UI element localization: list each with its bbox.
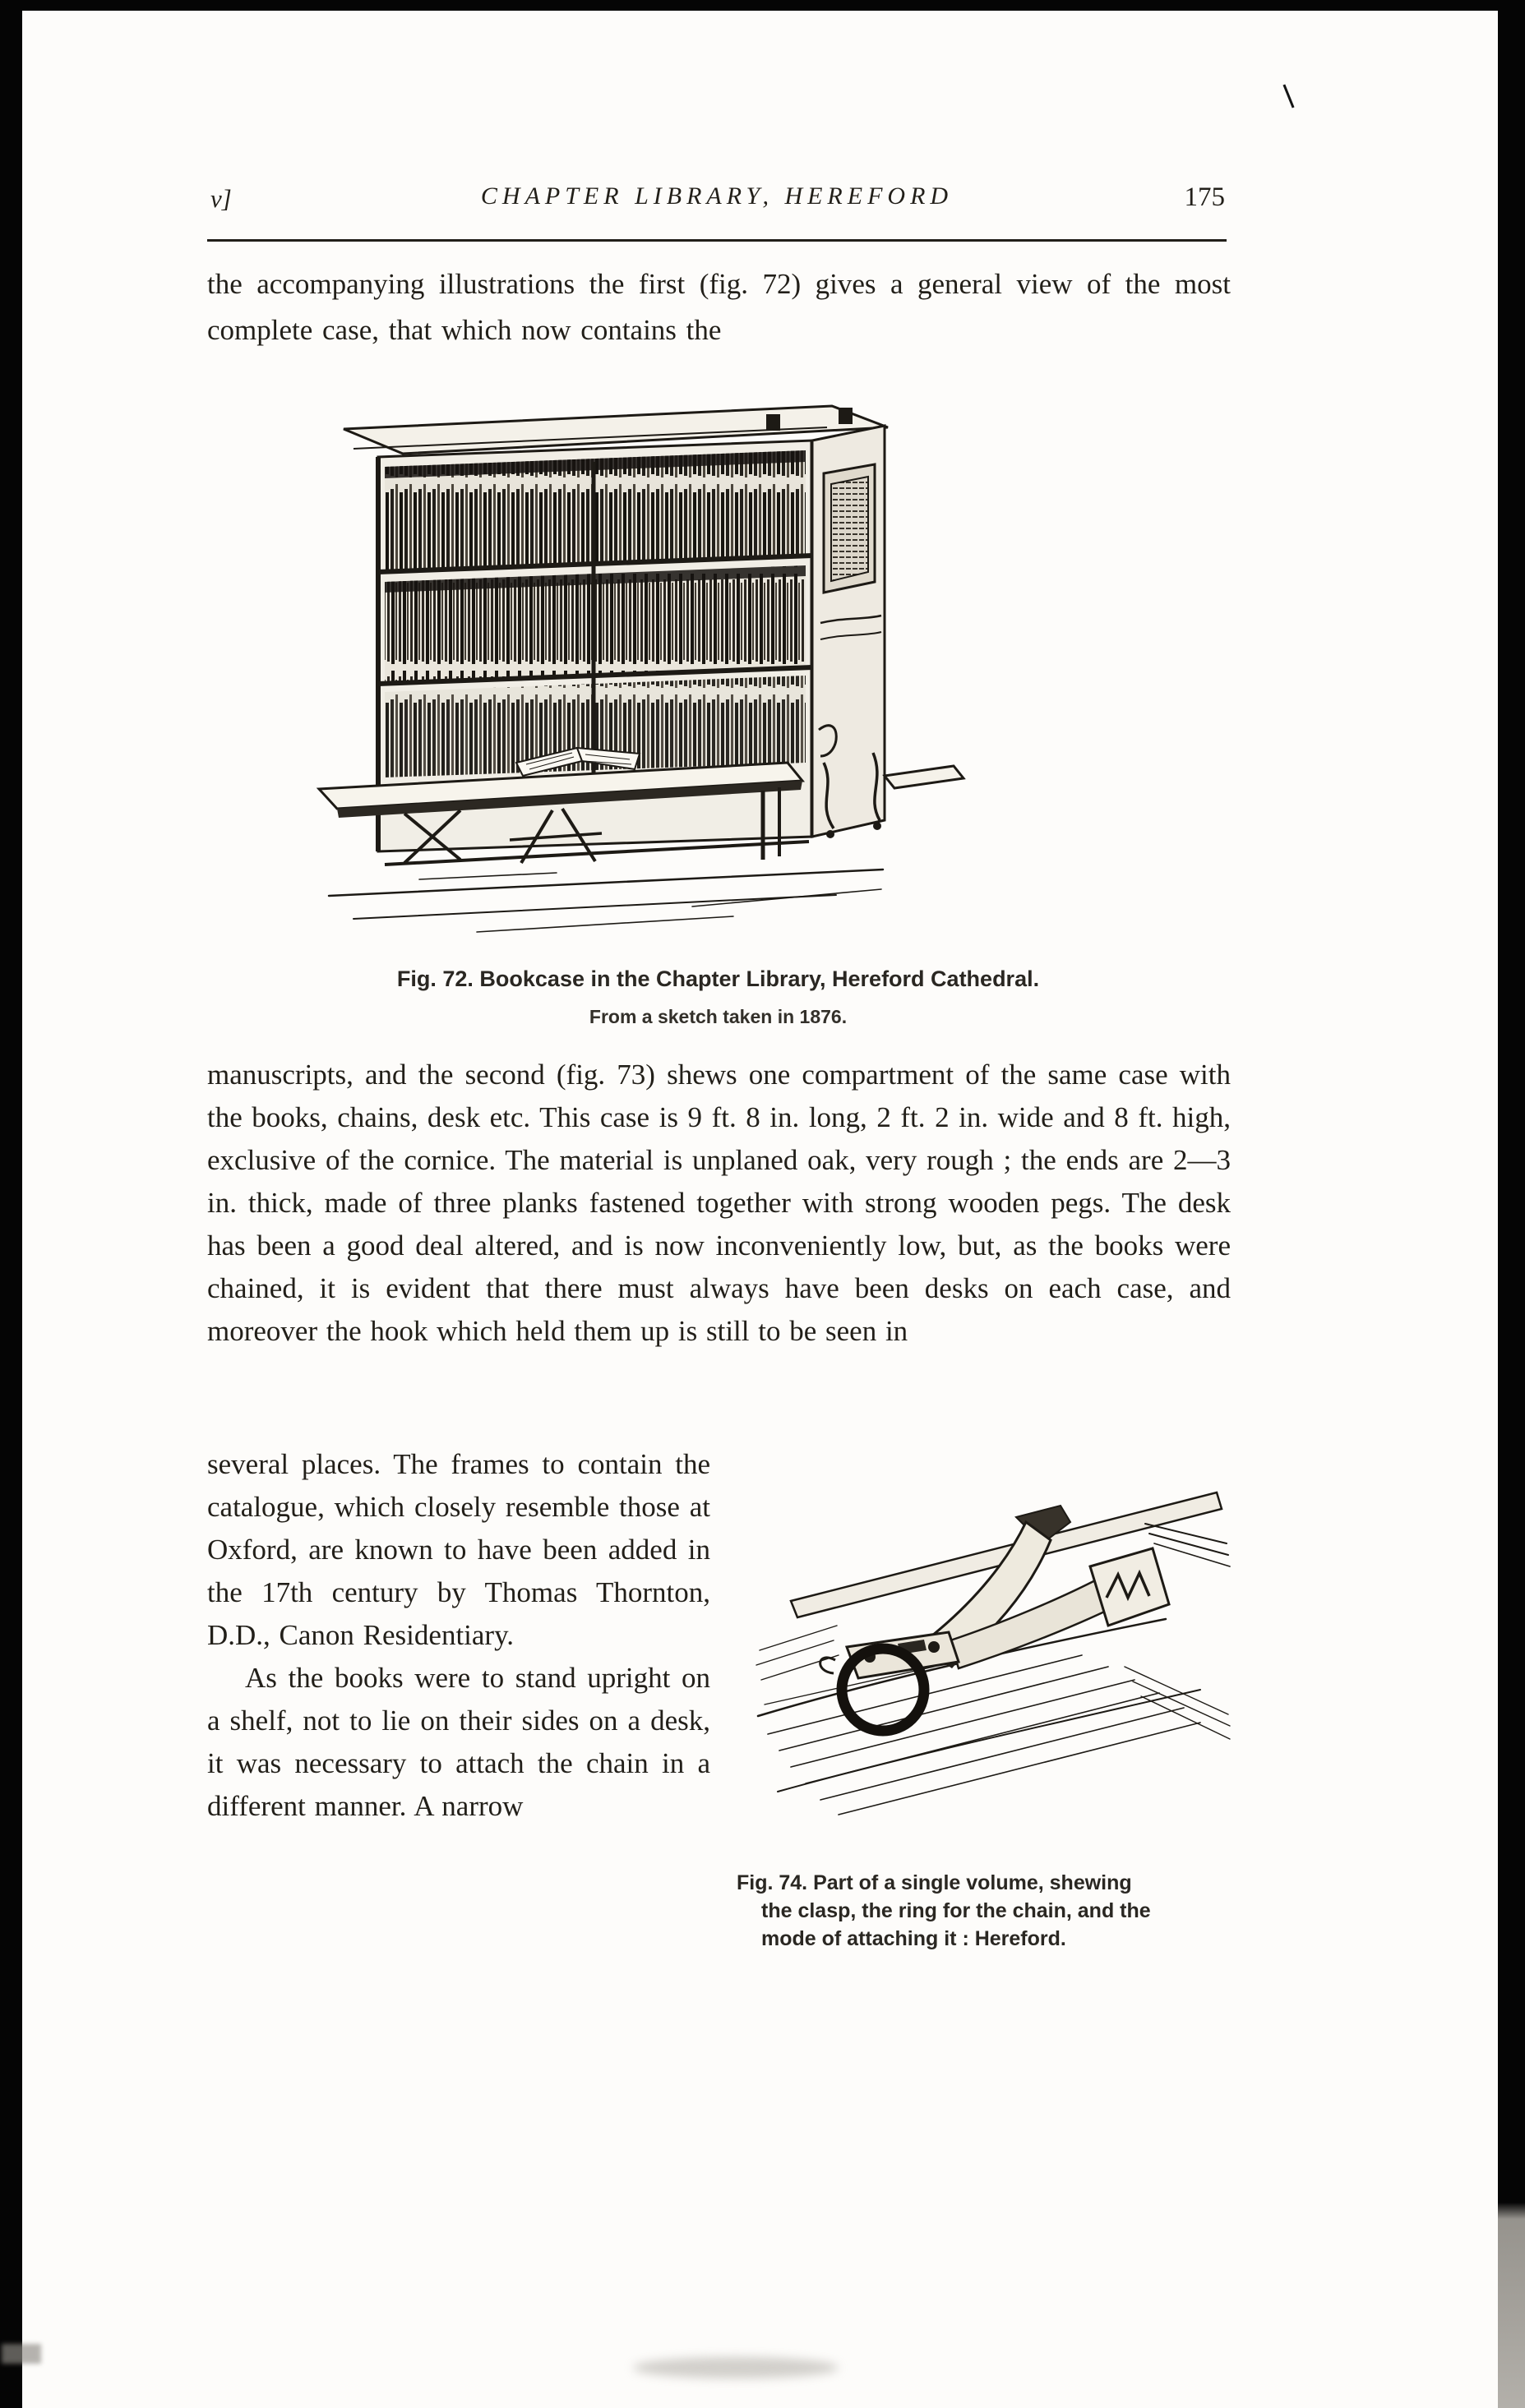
paragraph-body: manuscripts, and the second (fig. 73) shews one compartment of the same case with the books, chains, desk etc. This case is 9 ft. 8 in. long, 2 ft. 2 in. wide and 8 ft. high, exclusive of the cornice. The material is unplaned oak, very rough ; the ends are 2—3 in. thick, made of three planks fastened together with strong wooden pegs. The desk has been a good deal altered, and is now inconveniently low, but, as the books were chained, it is evident that there must always have been desks on each case, and moreover the hook which held them up is still to be seen in <box>207 1059 1231 1347</box>
scan-smudge-center <box>633 2357 839 2378</box>
scan-edge-right <box>1498 0 1525 2408</box>
fig72-caption-source: From a sketch taken in 1876. <box>589 1006 848 1027</box>
scan-edge-left <box>0 0 22 2408</box>
header-rule <box>207 239 1227 242</box>
bookcase <box>319 406 964 865</box>
paragraph-books-upright: As the books were to stand upright on a shelf, not to lie on their sides on a desk, it was necessary to attach the chain in a different manner. A narrow <box>207 1662 710 1822</box>
fig72-figure <box>306 376 1046 948</box>
header-running-title: CHAPTER LIBRARY, HEREFORD <box>480 182 954 210</box>
header-signature: v] <box>210 184 232 213</box>
paragraph-intro: the accompanying illustrations the first (fig. 72) gives a general view of the most complete case, that which now contains the <box>207 268 1231 346</box>
clasp-and-ring <box>820 1506 1169 1731</box>
fig74-caption <box>737 1869 1231 1953</box>
floor-lines <box>329 870 883 932</box>
fig72-caption: Fig. 72. Bookcase in the Chapter Library, Hereford Cathedral. <box>396 966 1040 991</box>
fig74-illustration <box>737 1443 1231 1858</box>
two-column-section <box>207 1443 1231 1953</box>
fig74-caption-line1: Fig. 74. Part of a single volume, shewing <box>737 1871 1132 1894</box>
fig72-illustration <box>306 376 1046 948</box>
fig74-figure <box>737 1443 1231 1953</box>
page-header <box>207 182 1227 219</box>
left-text-column <box>207 1443 710 1953</box>
stray-mark <box>1282 85 1294 108</box>
fig74-caption-line2: the clasp, the ring for the chain, and the <box>761 1899 1151 1922</box>
fig74-caption-line3: mode of attaching it : Hereford. <box>761 1927 1066 1950</box>
scan-edge-top <box>0 0 1525 11</box>
paragraph-frames: several places. The frames to contain the catalogue, which closely resemble those at Oxford, are known to have been added in the 17th century by Thomas Thornton, D.D., Canon Residentiary. <box>207 1448 710 1651</box>
header-page-number: 175 <box>1184 182 1225 212</box>
scan-smudge-left <box>2 2344 41 2364</box>
